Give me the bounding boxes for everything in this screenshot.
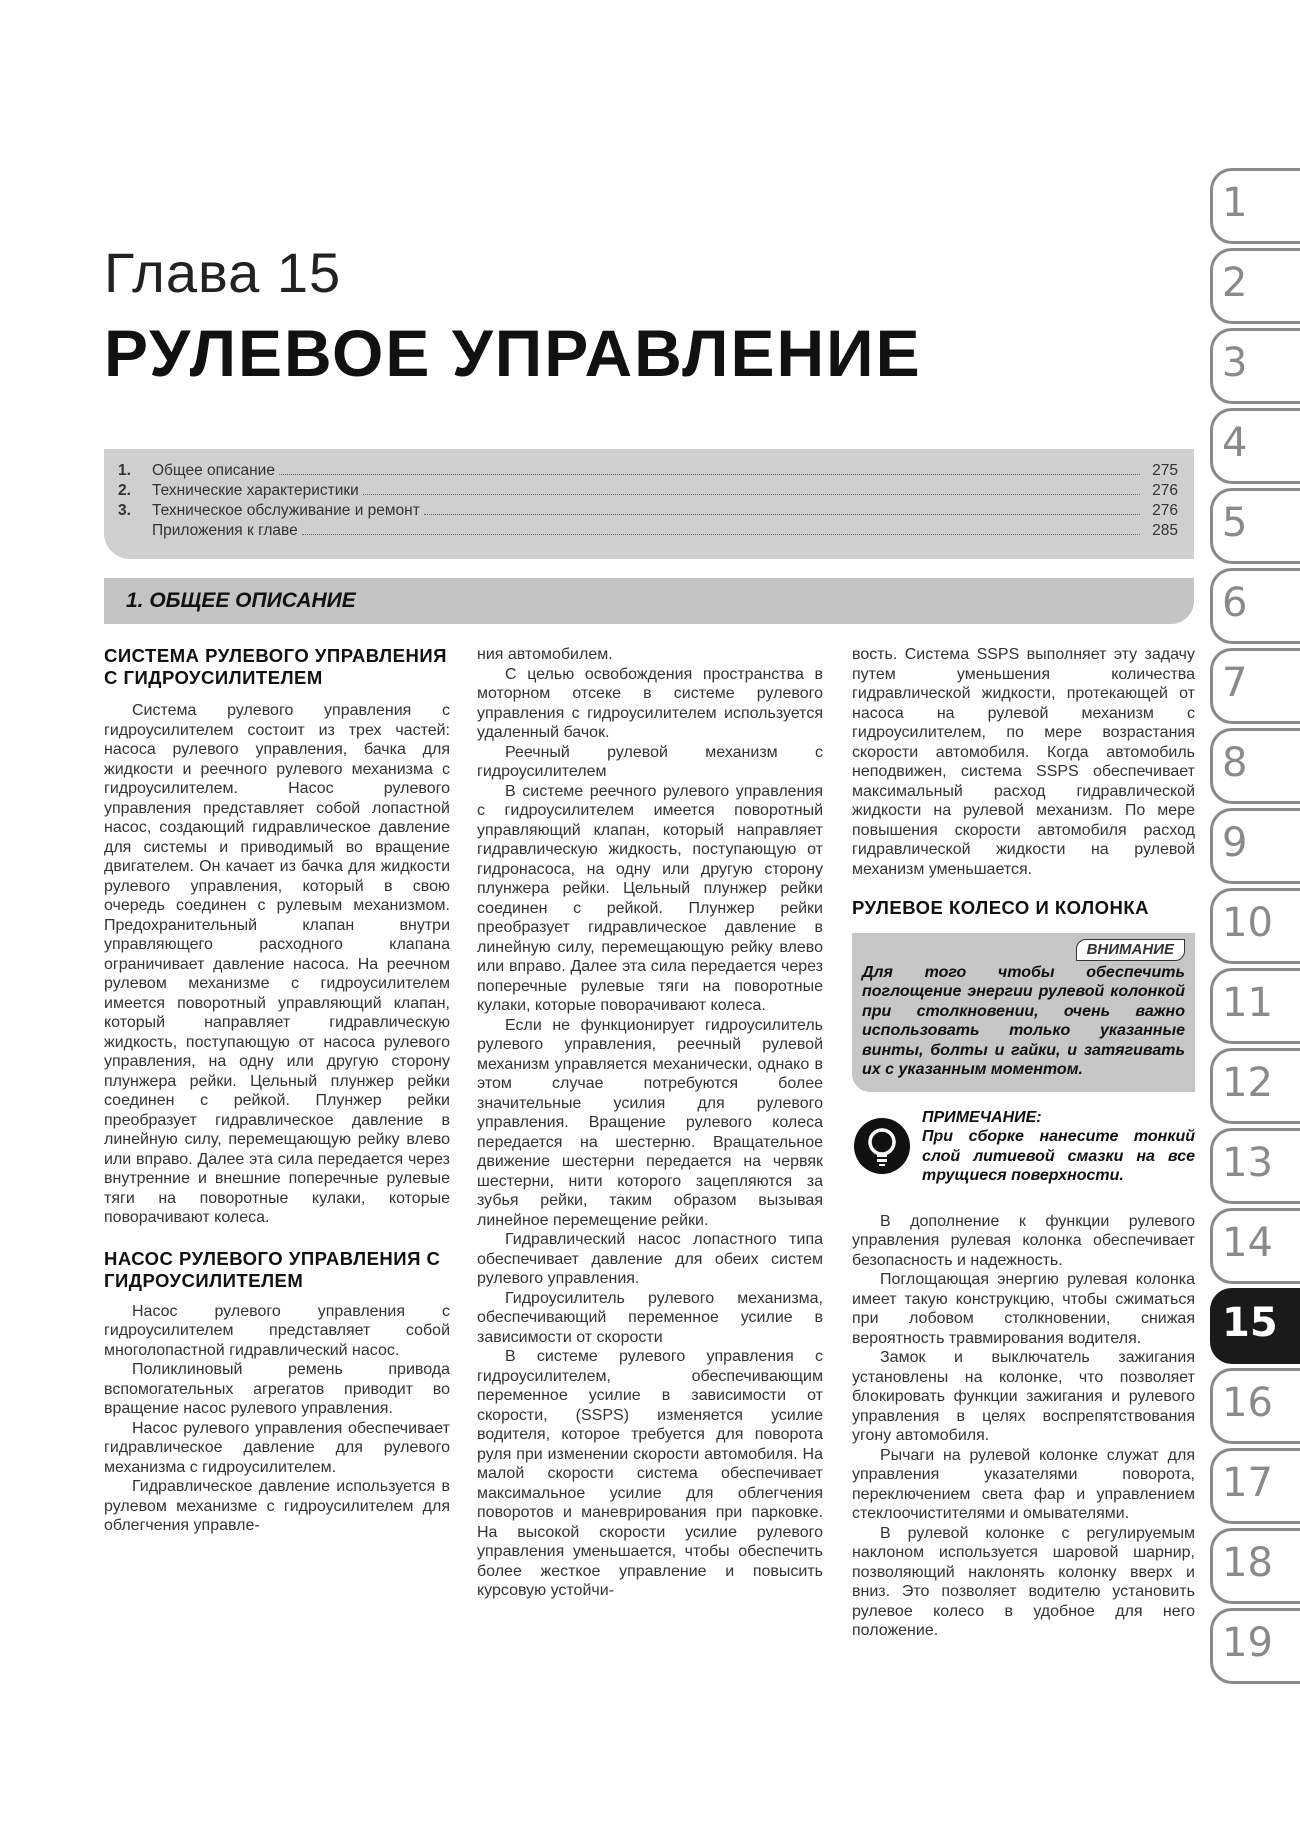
tab-number: 11 bbox=[1222, 980, 1273, 1026]
chapter-tab[interactable] bbox=[1210, 1608, 1300, 1688]
toc-title: Техническое обслуживание и ремонт bbox=[152, 502, 420, 519]
paragraph: ния автомобилем. bbox=[477, 646, 613, 663]
paragraph: Насос рулевого управления обеспечивает гидравлическое давление для рулевого механизма с гидроусилителем. bbox=[104, 1419, 450, 1476]
toc-leader-dots bbox=[424, 514, 1140, 515]
tab-number: 10 bbox=[1222, 900, 1273, 946]
chapter-tab[interactable] bbox=[1210, 728, 1300, 808]
tab-number: 5 bbox=[1222, 500, 1248, 546]
tab-number: 4 bbox=[1222, 420, 1248, 466]
tab-number: 19 bbox=[1222, 1620, 1273, 1666]
section-title: 1. ОБЩЕЕ ОПИСАНИЕ bbox=[126, 589, 356, 612]
tab-number: 1 bbox=[1222, 180, 1248, 226]
text-column-1 bbox=[104, 645, 450, 1536]
tab-number: 6 bbox=[1222, 580, 1248, 626]
tab-number: 3 bbox=[1222, 340, 1248, 386]
toc-leader-dots bbox=[279, 474, 1140, 475]
tab-number: 14 bbox=[1222, 1220, 1273, 1266]
chapter-tab[interactable] bbox=[1210, 1128, 1300, 1208]
chapter-label: Глава 15 bbox=[104, 241, 342, 304]
chapter-tab[interactable] bbox=[1210, 888, 1300, 968]
paragraph: Гидравлический насос лопастного типа обеспечивает давление для обеих систем рулевого управления. bbox=[477, 1231, 823, 1287]
toc-row[interactable] bbox=[118, 502, 1178, 522]
paragraph: Система рулевого управления с гидроусилителем состоит из трех частей: насоса рулевого управления, бачка для жидкости и реечного рулевого механизма с гидроусилителем. Насос рулевого управления представляет собой лопастной насос, создающий гидравлическое давление для системы и приводимый во вращение двигателем. Он качает из бачка для жидкости рулевого управления, который в свою очередь соединен с рулевым механизмом. Предохранительный клапан внутри управляющего расходного клапана ограничивает давление насоса. На реечном рулевом механизме с гидроусилителем имеется поворотный управляющий клапан, который направляет гидравлическую жидкость, поступающую от насоса рулевого управления, на одну или другую сторону плунжера рейки. Цельный плунжер рейки соединен с рейкой. Плунжер рейки преобразует гидравлическое давление в линейную силу, перемещающую рейку влево или вправо. Далее эта сила передается через внутренние и внешние поперечные рулевые тяги на поворотные кулаки, которые поворачивают колеса. bbox=[104, 702, 450, 1226]
chapter-tab[interactable] bbox=[1210, 248, 1300, 328]
toc-num: 3. bbox=[118, 502, 131, 519]
warning-text: Для того чтобы обеспечить поглощение энергии рулевой колонкой при столкновении, очень важно использовать только указанные винты, болты и гайки, и затягивать их с указанным моментом. bbox=[862, 963, 1185, 1078]
subheading-pump: НАСОС РУЛЕВОГО УПРАВЛЕНИЯ С ГИДРОУСИЛИТЕЛЕМ bbox=[104, 1247, 441, 1291]
chapter-tab[interactable] bbox=[1210, 1288, 1300, 1368]
toc-title: Технические характеристики bbox=[152, 482, 359, 499]
paragraph: Замок и выключатель зажигания установлены на колонке, что позволяет блокировать функции зажигания и рулевого управления в целях воспрепятствования угону автомобиля. bbox=[852, 1349, 1195, 1444]
paragraph: Гидроусилитель рулевого механизма, обеспечивающий переменное усилие в зависимости от скорости bbox=[477, 1289, 823, 1346]
tab-number: 12 bbox=[1222, 1060, 1273, 1106]
lightbulb-icon bbox=[852, 1116, 912, 1176]
tab-number: 15 bbox=[1222, 1300, 1278, 1346]
paragraph: Поглощающая энергию рулевая колонка имеет такую конструкцию, чтобы сжиматься при лобовом столкновении, снижая вероятность травмирования водителя. bbox=[852, 1271, 1195, 1347]
toc-title: Приложения к главе bbox=[152, 522, 298, 539]
tab-number: 17 bbox=[1222, 1460, 1273, 1506]
paragraph: В дополнение к функции рулевого управления рулевая колонка обеспечивает безопасность и надежность. bbox=[852, 1212, 1195, 1269]
toc-page: 285 bbox=[1152, 522, 1178, 539]
paragraph: Поликлиновый ремень привода вспомогательных агрегатов приводит во вращение насос рулевого управления. bbox=[104, 1361, 450, 1417]
toc-title: Общее описание bbox=[152, 462, 275, 479]
warning-label: ВНИМАНИЕ bbox=[1076, 939, 1185, 961]
paragraph: Рычаги на рулевой колонке служат для управления указателями поворота, переключением света фар и управлением стеклоочистителями и омывателями. bbox=[852, 1446, 1195, 1522]
tab-number: 16 bbox=[1222, 1380, 1273, 1426]
toc-page: 276 bbox=[1152, 502, 1178, 519]
tab-number: 9 bbox=[1222, 820, 1248, 866]
tab-number: 2 bbox=[1222, 260, 1248, 306]
tab-number: 18 bbox=[1222, 1540, 1273, 1586]
chapter-tab[interactable] bbox=[1210, 568, 1300, 648]
paragraph: Гидравлическое давление используется в рулевом механизме с гидроусилителем для облегчения управле- bbox=[104, 1478, 450, 1534]
paragraph: Насос рулевого управления с гидроусилителем представляет собой многолопастной гидравлический насос. bbox=[104, 1302, 450, 1359]
warning-box bbox=[852, 933, 1195, 1092]
text-column-3 bbox=[852, 645, 1195, 1641]
chapter-tab[interactable] bbox=[1210, 168, 1300, 248]
chapter-tab[interactable] bbox=[1210, 1368, 1300, 1448]
text-column-2 bbox=[477, 645, 823, 1601]
paragraph: В рулевой колонке с регулируемым наклоном используется шаровой шарнир, позволяющий наклонять колонку вверх и вниз. Это позволяет водителю установить рулевое колесо в удобное для него положение. bbox=[852, 1524, 1195, 1639]
paragraph: В системе рулевого управления с гидроусилителем, обеспечивающим переменное усилие в зависимости от скорости, (SSPS) изменяется усилие водителя, которое требуется для поворота руля при изменении скорости автомобиля. На малой скорости система обеспечивает максимальное усилие для облегчения поворотов и маневрирования при парковке. На высокой скорости усилие рулевого управления уменьшается, чтобы обеспечить более жесткое управление и повысить курсовую устойчи- bbox=[477, 1348, 823, 1599]
chapter-tab[interactable] bbox=[1210, 968, 1300, 1048]
toc-leader-dots bbox=[302, 534, 1140, 535]
chapter-title: РУЛЕВОЕ УПРАВЛЕНИЕ bbox=[104, 316, 922, 390]
chapter-tab[interactable] bbox=[1210, 1208, 1300, 1288]
toc-page: 276 bbox=[1152, 482, 1178, 499]
note-label: ПРИМЕЧАНИЕ: bbox=[922, 1108, 1042, 1126]
chapter-tab[interactable] bbox=[1210, 1048, 1300, 1128]
toc-row[interactable] bbox=[118, 522, 1178, 542]
paragraph: Если не функционирует гидроусилитель рулевого управления, реечный рулевой механизм управляется механически, однако в этом случае потребуются более значительные усилия для рулевого управления. Вращение рулевого колеса передается на шестерню. Вращательное движение шестерни передается на червяк шестерни, нити которого зацепляются за зубья рейки, таким образом вызывая линейное перемещение рейки. bbox=[477, 1016, 823, 1229]
tab-number: 8 bbox=[1222, 740, 1248, 786]
subheading-steering-system: СИСТЕМА РУЛЕВОГО УПРАВЛЕНИЯ С ГИДРОУСИЛИТЕЛЕМ bbox=[104, 645, 447, 688]
toc-leader-dots bbox=[363, 494, 1140, 495]
chapter-tab[interactable] bbox=[1210, 328, 1300, 408]
toc-num: 2. bbox=[118, 482, 131, 499]
paragraph: С целью освобождения пространства в моторном отсеке в системе рулевого управления с гидроусилителем используется удаленный бачок. bbox=[477, 665, 823, 741]
chapter-tab[interactable] bbox=[1210, 488, 1300, 568]
subheading-wheel-column: РУЛЕВОЕ КОЛЕСО И КОЛОНКА bbox=[852, 897, 1149, 918]
chapter-tabs bbox=[1210, 168, 1300, 1688]
toc-page: 275 bbox=[1152, 462, 1178, 479]
chapter-tab[interactable] bbox=[1210, 808, 1300, 888]
chapter-tab[interactable] bbox=[1210, 1448, 1300, 1528]
toc-row[interactable] bbox=[118, 482, 1178, 502]
paragraph: В системе реечного рулевого управления с гидроусилителем имеется поворотный управляющий клапан, который направляет гидравлическую жидкость, поступающую от гидронасоса, на одну или другую сторону плунжера рейки. Цельный плунжер рейки соединен с рейкой. Плунжер рейки преобразует гидравлическое давление в линейную силу, перемещающую рейку влево или вправо. Далее эта сила передается через поперечные рулевые тяги на поворотные кулаки, которые поворачивают колеса. bbox=[477, 782, 823, 1014]
chapter-tab[interactable] bbox=[1210, 648, 1300, 728]
chapter-tab[interactable] bbox=[1210, 1528, 1300, 1608]
paragraph: вость. Система SSPS выполняет эту задачу путем уменьшения количества гидравлической жидкости, протекающей от насоса на рулевой механизм с гидроусилителем, по мере возрастания скорости автомобиля. Когда автомобиль неподвижен, система SSPS обеспечивает максимальный расход гидравлической жидкости на рулевой механизм. По мере повышения скорости автомобиля расход гидравлической жидкости на рулевой механизм уменьшается. bbox=[852, 646, 1195, 878]
paragraph: Реечный рулевой механизм с гидроусилителем bbox=[477, 743, 823, 780]
tab-number: 13 bbox=[1222, 1140, 1273, 1186]
section-header-bar bbox=[104, 578, 1194, 624]
toc-num: 1. bbox=[118, 462, 131, 479]
toc-row[interactable] bbox=[118, 462, 1178, 482]
chapter-tab[interactable] bbox=[1210, 408, 1300, 488]
tab-number: 7 bbox=[1222, 660, 1248, 706]
note-text: При сборке нанесите тонкий слой литиевой смазки на все трущиеся поверхности. bbox=[922, 1128, 1195, 1184]
table-of-contents bbox=[104, 449, 1194, 559]
note-box bbox=[852, 1108, 1195, 1186]
